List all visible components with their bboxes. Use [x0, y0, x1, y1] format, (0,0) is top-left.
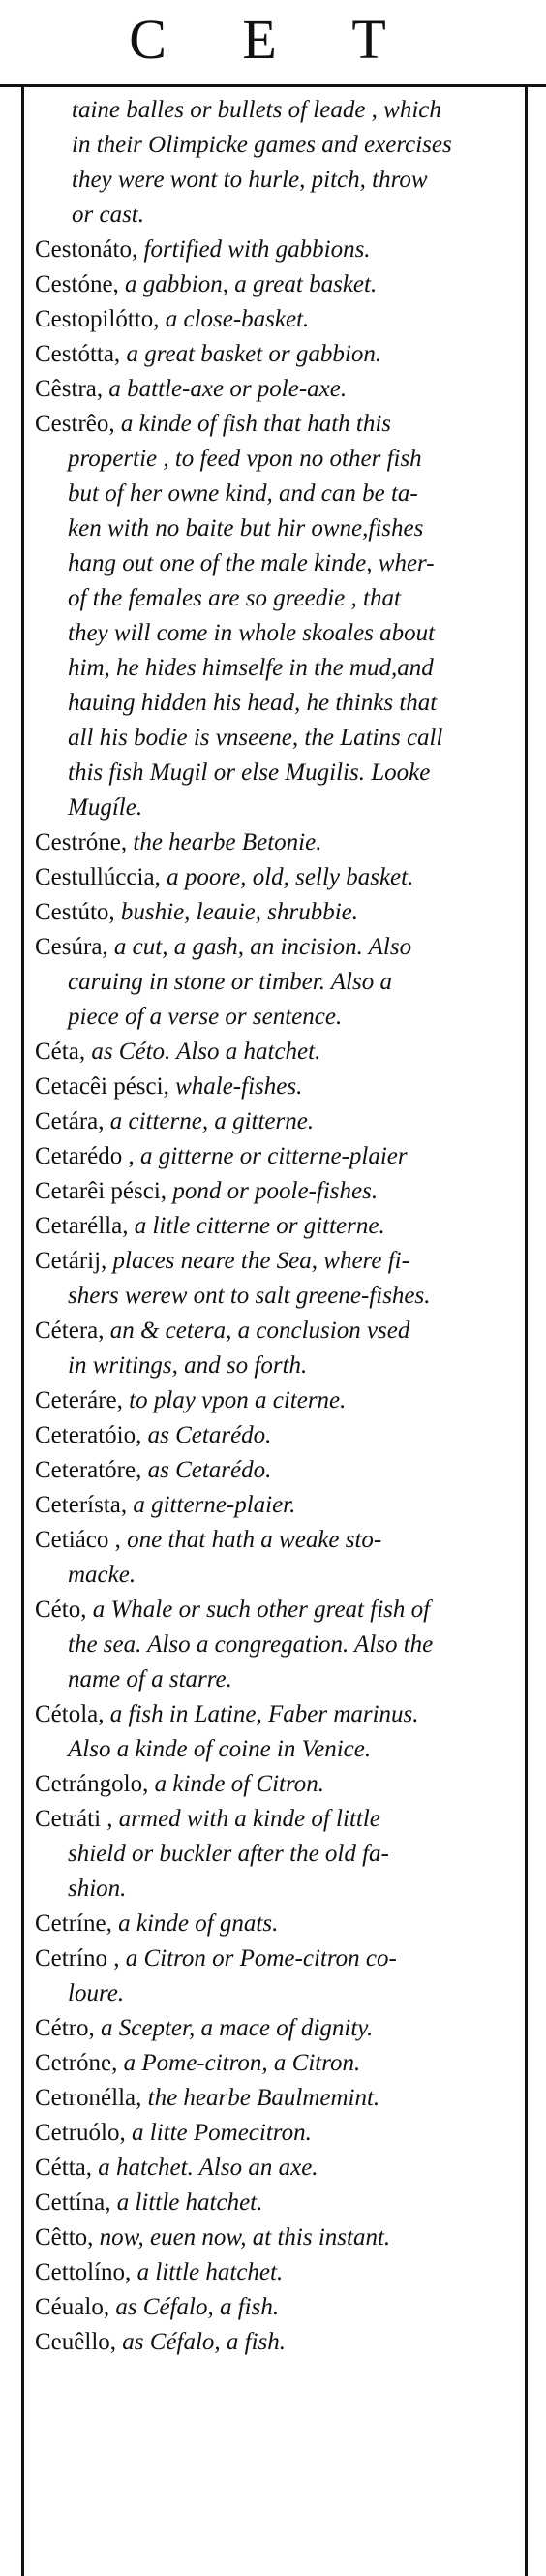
entry-definition-line: pond or poole-fishes.	[167, 1178, 379, 1204]
entry-definition-line: one that hath a weake sto-	[120, 1527, 382, 1553]
entry-definition-line: as Céto. Also a hatchet.	[85, 1039, 321, 1065]
dictionary-entry	[35, 1174, 519, 1209]
entry-headword: Cettína,	[35, 2189, 111, 2216]
dictionary-entry	[35, 1139, 519, 1174]
entry-definition-line: to play vpon a citerne.	[122, 1387, 347, 1413]
entry-definition-line: a litle citterne or gitterne.	[128, 1213, 385, 1239]
entry-definition-line: a citterne, a gitterne.	[104, 1108, 315, 1134]
entry-definition-line: Also a kinde of coine in Venice.	[68, 1736, 372, 1762]
dictionary-entry	[35, 1418, 519, 1453]
entry-definition-line: all his bodie is vnseene, the Latins call	[68, 725, 443, 751]
entry-definition-line: fortified with gabbions.	[137, 236, 371, 263]
entry-headword: Cetronélla,	[35, 2085, 142, 2111]
entry-definition-line: shion.	[68, 1876, 127, 1902]
entry-definition-line: a little hatchet.	[110, 2189, 263, 2216]
entry-definition-line: as Cetarédo.	[141, 1422, 272, 1448]
dictionary-entry	[35, 1453, 519, 1488]
dictionary-entry	[35, 1244, 519, 1314]
entry-definition-line: macke.	[68, 1562, 136, 1588]
dictionary-entry	[35, 2186, 519, 2220]
entry-definition-line: whale-fishes.	[168, 1073, 303, 1100]
entry-headword: Cetarédo ,	[35, 1143, 135, 1169]
entry-definition-line: shers werew ont to salt greene-fishes.	[68, 1283, 431, 1309]
continuation-line: they were wont to hurle, pitch, throw	[72, 167, 428, 193]
dictionary-entry	[35, 2081, 519, 2116]
continuation-line: taine balles or bullets of leade , which	[72, 97, 441, 123]
entry-definition-line: the hearbe Betonie.	[127, 829, 322, 855]
dictionary-entry	[35, 372, 519, 407]
entry-headword: Ceterísta,	[35, 1492, 128, 1518]
entry-definition-line: a hatchet. Also an axe.	[92, 2155, 318, 2181]
entry-headword: Cestullúccia,	[35, 864, 161, 890]
dictionary-entry	[35, 2325, 519, 2360]
entry-headword: Cétola,	[35, 1701, 105, 1727]
entry-definition-line: a gabbion, a great basket.	[118, 271, 378, 297]
entry-headword: Céto,	[35, 1597, 87, 1623]
entry-definition-line: a little hatchet.	[131, 2259, 284, 2285]
dictionary-entry	[35, 2011, 519, 2046]
dictionary-entry	[35, 1523, 519, 1593]
entry-headword: Cétera,	[35, 1318, 105, 1344]
entry-headword: Ceteráre,	[35, 1387, 123, 1413]
dictionary-entry	[35, 2290, 519, 2325]
entry-headword: Céualo,	[35, 2294, 110, 2320]
dictionary-entry	[35, 2116, 519, 2151]
dictionary-entry	[35, 1907, 519, 1941]
dictionary-entry	[35, 233, 519, 267]
dictionary-entry	[35, 895, 519, 930]
entry-definition-line: bushie, leauie, shrubbie.	[114, 899, 359, 925]
entry-list	[35, 93, 519, 2360]
entry-headword: Cestóne,	[35, 271, 119, 297]
entry-definition-line: a kinde of gnats.	[111, 1910, 279, 1937]
entry-definition-line: as Cetarédo.	[141, 1457, 272, 1483]
entry-headword: Cêtto,	[35, 2224, 94, 2250]
dictionary-entry	[35, 2255, 519, 2290]
entry-definition-line: a litte Pomecitron.	[125, 2120, 312, 2146]
entry-headword: Cettolíno,	[35, 2259, 132, 2285]
entry-definition-line: a gitterne or citterne-plaier	[134, 1143, 408, 1169]
entry-headword: Cetarélla,	[35, 1213, 129, 1239]
entry-definition-line: hang out one of the male kinde, wher-	[68, 550, 435, 576]
entry-headword: Cestúto,	[35, 899, 115, 925]
continuation-line: or cast.	[72, 202, 144, 228]
entry-definition-line: a close-basket.	[159, 306, 310, 332]
entry-definition-line: a Pome-citron, a Citron.	[117, 2050, 361, 2076]
dictionary-entry	[35, 1941, 519, 2011]
entry-definition-line: as Céfalo, a fish.	[116, 2329, 287, 2355]
entry-headword: Cestopilótto,	[35, 306, 160, 332]
entry-headword: Cetiáco ,	[35, 1527, 121, 1553]
entry-definition-line: a poore, old, selly basket.	[160, 864, 414, 890]
dictionary-entry	[35, 1802, 519, 1907]
dictionary-entry	[35, 930, 519, 1035]
entry-definition-line: shield or buckler after the old fa-	[68, 1841, 389, 1867]
entry-definition-line: a kinde of fish that hath this	[114, 411, 392, 437]
entry-definition-line: loure.	[68, 1980, 125, 2006]
entry-definition-line: a Citron or Pome-citron co-	[119, 1945, 397, 1971]
entry-definition-line: this fish Mugil or else Mugilis. Looke	[68, 760, 431, 786]
header-rule	[0, 84, 546, 87]
entry-headword: Cestonáto,	[35, 236, 138, 263]
entry-definition-line: the sea. Also a congregation. Also the	[68, 1631, 434, 1658]
entry-definition-line: an & cetera, a conclusion vsed	[104, 1318, 410, 1344]
dictionary-entry	[35, 2220, 519, 2255]
dictionary-entry	[35, 1593, 519, 1697]
left-column-rule	[21, 87, 24, 2576]
dictionary-entry	[35, 825, 519, 860]
dictionary-entry	[35, 860, 519, 895]
entry-headword: Cetára,	[35, 1108, 105, 1134]
entry-headword: Cestróne,	[35, 829, 128, 855]
entry-headword: Cetrángolo,	[35, 1771, 149, 1797]
entry-definition-line: a fish in Latine, Faber marinus.	[104, 1701, 419, 1727]
dictionary-entry	[35, 1767, 519, 1802]
entry-headword: Cesúra,	[35, 934, 108, 960]
entry-definition-line: a Scepter, a mace of dignity.	[94, 2015, 374, 2041]
dictionary-entry	[35, 1070, 519, 1104]
entry-definition-line: him, he hides himselfe in the mud,and	[68, 655, 434, 681]
dictionary-entry	[35, 1488, 519, 1523]
entry-definition-line: hauing hidden his head, he thinks that	[68, 690, 438, 716]
entry-definition-line: in writings, and so forth.	[68, 1352, 308, 1379]
dictionary-entry	[35, 267, 519, 302]
entry-definition-line: ken with no baite but hir owne,fishes	[68, 515, 424, 542]
entry-headword: Cetríne,	[35, 1910, 112, 1937]
entry-definition-line: propertie , to feed vpon no other fish	[68, 446, 422, 472]
entry-definition-line: armed with a kinde of little	[112, 1806, 380, 1832]
dictionary-entry	[35, 2046, 519, 2081]
dictionary-entry	[35, 1383, 519, 1418]
dictionary-entry	[35, 1104, 519, 1139]
entry-headword: Cêstra,	[35, 376, 104, 402]
entry-definition-line: as Céfalo, a fish.	[109, 2294, 280, 2320]
entry-headword: Cétta,	[35, 2155, 93, 2181]
entry-headword: Cetráti ,	[35, 1806, 113, 1832]
entry-definition-line: Mugíle.	[68, 794, 143, 821]
entry-headword: Ceuêllo,	[35, 2329, 117, 2355]
entry-definition-line: they will come in whole skoales about	[68, 620, 436, 646]
entry-definition-line: caruing in stone or timber. Also a	[68, 969, 392, 995]
dictionary-entry	[35, 337, 519, 372]
page-header: C E T	[129, 8, 417, 71]
entry-headword: Cetríno ,	[35, 1945, 120, 1971]
entry-headword: Ceteratóre,	[35, 1457, 142, 1483]
dictionary-entry	[35, 1035, 519, 1070]
entry-definition-line: the hearbe Baulmemint.	[141, 2085, 380, 2111]
entry-headword: Céta,	[35, 1039, 86, 1065]
continuation-line: in their Olimpicke games and exercises	[72, 132, 452, 158]
entry-headword: Cetruólo,	[35, 2120, 126, 2146]
entry-headword: Cestrêo,	[35, 411, 115, 437]
dictionary-entry	[35, 407, 519, 825]
entry-definition-line: of the females are so greedie , that	[68, 585, 401, 611]
entry-definition-line: a kinde of Citron.	[148, 1771, 325, 1797]
continuation-text	[35, 93, 519, 233]
right-column-rule	[525, 87, 528, 2576]
entry-definition-line: a Whale or such other great fish of	[86, 1597, 431, 1623]
entry-definition-line: a cut, a gash, an incision. Also	[107, 934, 412, 960]
dictionary-entry	[35, 2151, 519, 2186]
entry-definition-line: name of a starre.	[68, 1666, 232, 1692]
entry-headword: Cétro,	[35, 2015, 95, 2041]
entry-headword: Ceteratóio,	[35, 1422, 142, 1448]
dictionary-entry	[35, 1697, 519, 1767]
dictionary-entry	[35, 1209, 519, 1244]
entry-headword: Cestótta,	[35, 341, 121, 367]
entry-definition-line: but of her owne kind, and can be ta-	[68, 481, 418, 507]
entry-headword: Cetárij,	[35, 1248, 107, 1274]
entry-headword: Cetarêi pésci,	[35, 1178, 167, 1204]
entry-definition-line: places neare the Sea, where fi-	[106, 1248, 410, 1274]
entry-headword: Cetróne,	[35, 2050, 118, 2076]
entry-definition-line: a battle-axe or pole-axe.	[103, 376, 348, 402]
entry-definition-line: now, euen now, at this instant.	[93, 2224, 391, 2250]
entry-headword: Cetacêi pésci,	[35, 1073, 169, 1100]
dictionary-entry	[35, 302, 519, 337]
entry-definition-line: a gitterne-plaier.	[127, 1492, 296, 1518]
dictionary-entry	[35, 1314, 519, 1383]
entry-definition-line: a great basket or gabbion.	[120, 341, 382, 367]
entry-definition-line: piece of a verse or sentence.	[68, 1004, 343, 1030]
